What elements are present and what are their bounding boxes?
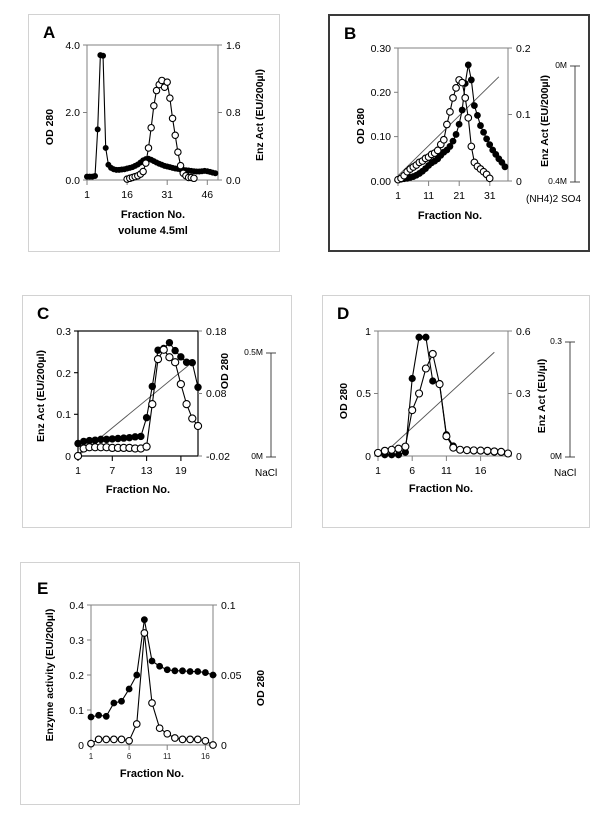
data-point-closed [95,127,100,132]
panel-c-x-axis-title: Fraction No. [105,484,171,496]
panel-d-x-tick-11: 11 [440,465,452,477]
panel-c-gradient-bottom-label: 0M [251,451,263,461]
panel-a-left-tick-2: 2.0 [65,107,80,119]
data-point-open [422,365,429,372]
panel-d-gradient-bottom-label: 0M [550,451,562,461]
panel-a-right-tick-16: 1.6 [226,40,241,52]
panel-d-left-tick-0: 0 [365,451,371,463]
data-point-closed [92,173,97,178]
data-point-open [183,401,190,408]
data-point-closed [166,339,173,346]
data-point-closed [195,384,202,391]
panel-d-right-tick-03: 0.3 [516,388,531,400]
panel-d-x-tick-6: 6 [409,465,416,477]
data-point-open [194,422,201,429]
gradient-line [381,352,494,456]
data-point-open [187,736,194,743]
panel-b-left-axis-title: OD 280 [355,107,367,145]
data-point-closed [484,136,490,142]
data-point-open [172,132,178,138]
data-point-open [463,447,470,454]
data-point-closed [195,669,201,675]
panel-b-x-axis-title: Fraction No. [417,210,483,222]
data-point-closed [119,698,125,704]
panel-a [28,14,280,252]
panel-d-left-tick-1: 1 [365,326,371,338]
panel-a-left-tick-4: 4.0 [65,40,80,52]
panel-a-x-axis-title: Fraction No. [120,209,186,221]
data-point-closed [210,672,216,678]
panel-d-gradient-top-label: 0.3 [550,336,562,346]
data-point-closed [430,378,436,384]
series-line [378,354,508,454]
data-point-open [118,736,125,743]
panel-e-left-tick-02: 0.2 [69,670,84,682]
data-point-closed [172,668,178,674]
data-point-open [189,415,196,422]
data-point-closed [164,667,170,673]
panel-d-series [375,334,512,458]
panel-e-left-tick-03: 0.3 [69,635,84,647]
panel-a-x-tick-1: 1 [84,189,90,201]
plot-frame [398,48,508,181]
panel-c-series [74,339,201,459]
data-point-open [450,95,457,102]
data-point-closed [187,669,193,675]
panel-e-x-tick-11: 11 [163,752,172,761]
data-point-closed [409,375,415,381]
data-point-closed [423,334,429,340]
data-point-closed [213,171,218,176]
data-point-open [444,121,451,128]
data-point-open [149,700,156,707]
panel-d [322,295,590,528]
panel-d-x-tick-1: 1 [375,465,381,477]
panel-b-right-tick-01: 0.1 [516,109,531,121]
data-point-open [465,115,472,122]
panel-e-right-tick-01: 0.1 [221,600,236,612]
panel-e [20,562,300,805]
panel-b-left-tick-010: 0.10 [370,131,391,143]
panel-c-x-tick-7: 7 [109,465,116,477]
panel-a-right-axis-title: Enz Act (EU/200µl) [254,68,266,162]
data-point-open [486,175,493,182]
data-point-open [402,443,409,450]
data-point-open [416,390,423,397]
panel-a-x-axis-subtitle: volume 4.5ml [118,225,188,237]
data-point-open [126,738,133,745]
panel-e-left-axis-title: Enzyme activity (EU/200µl) [44,608,56,742]
data-point-open [484,447,491,454]
data-point-closed [134,672,140,678]
data-point-open [459,79,466,86]
data-point-closed [416,334,422,340]
panel-a-label: A [43,23,56,42]
panel-c-right-tick-neg002: -0.02 [206,451,230,463]
panel-e-left-tick-0: 0 [78,740,84,752]
panel-b-plot [330,16,592,254]
panel-d-gradient-bar [550,336,576,479]
data-point-closed [103,145,108,150]
data-point-open [179,736,186,743]
panel-b-x-tick-31: 31 [483,190,496,202]
data-point-open [202,738,209,745]
panel-c-left-tick-0: 0 [65,451,71,463]
panel-a-plot [29,15,281,253]
panel-b-right-tick-0: 0 [516,176,522,188]
data-point-open [441,136,448,143]
panel-b-gradient-bottom-label: 0.4M [548,176,567,186]
panel-e-left-tick-01: 0.1 [69,705,84,717]
data-point-open [409,407,416,414]
panel-d-right-axis-title: Enz Act (EU/µl) [536,358,548,434]
panel-e-left-tick-04: 0.4 [69,600,84,612]
data-point-open [491,448,498,455]
data-point-open [470,447,477,454]
data-point-closed [471,103,477,109]
panel-b-series [395,62,508,183]
data-point-open [141,630,148,637]
panel-b-right-tick-02: 0.2 [516,43,531,55]
data-point-open [447,109,454,116]
data-point-open [172,359,179,366]
panel-c-left-tick-02: 0.2 [56,368,71,380]
data-point-open [164,731,171,738]
data-point-open [462,95,469,102]
data-point-closed [172,347,179,354]
data-point-open [148,124,154,130]
panel-d-plot [323,296,591,529]
data-point-closed [450,138,456,144]
data-point-open [103,736,110,743]
data-point-closed [468,77,474,83]
data-point-open [498,448,505,455]
panel-e-x-tick-6: 6 [126,752,132,761]
data-point-open [167,95,173,101]
panel-a-right-tick-00: 0.0 [226,175,241,187]
panel-e-x-tick-16: 16 [200,752,210,761]
panel-e-x-tick-1: 1 [88,752,94,761]
panel-c-x-tick-1: 1 [75,465,81,477]
panel-a-right-tick-08: 0.8 [226,107,241,119]
panel-c-x-tick-13: 13 [140,465,153,477]
data-point-open [395,445,402,452]
panel-b-left-tick-000: 0.00 [370,176,391,188]
data-point-open [450,444,457,451]
data-point-open [175,149,181,155]
panel-e-right-tick-005: 0.05 [221,670,242,682]
data-point-closed [143,414,150,421]
panel-b-gradient-bar [526,60,581,205]
panel-b-x-tick-11: 11 [423,190,435,202]
panel-e-right-tick-0: 0 [221,740,227,752]
data-point-closed [149,658,155,664]
data-point-open [194,736,201,743]
data-point-closed [189,359,196,366]
data-point-open [143,443,150,450]
data-point-open [457,446,464,453]
panel-d-label: D [337,304,350,323]
data-point-closed [202,670,208,676]
data-point-open [177,381,184,388]
data-point-open [95,736,102,743]
data-point-open [140,168,146,174]
data-point-closed [502,164,508,170]
data-point-open [453,85,460,92]
panel-e-x-axis-title: Fraction No. [119,768,185,780]
panel-e-plot [21,563,301,806]
panel-b-right-axis-title: Enz Act (EU/200µl) [539,74,551,168]
panel-a-x-tick-46: 46 [201,189,214,201]
panel-b-x-tick-1: 1 [395,190,401,202]
data-point-closed [465,62,471,68]
panel-e-series [88,617,217,749]
data-point-open [154,356,161,363]
data-point-open [429,350,436,357]
panel-c-gradient-top-label: 0.5M [244,347,263,357]
data-point-open [164,79,170,85]
data-point-closed [180,668,186,674]
data-point-closed [459,107,465,113]
data-point-open [505,450,512,457]
data-point-closed [157,663,163,669]
data-point-closed [111,700,117,706]
panel-d-left-axis-title: OD 280 [338,382,350,420]
data-point-open [210,742,217,749]
data-point-closed [96,712,102,718]
data-point-closed [456,121,462,127]
data-point-open [172,735,179,742]
data-point-open [177,162,183,168]
panel-a-left-axis-title: OD 280 [44,108,56,146]
panel-a-x-tick-16: 16 [121,189,133,201]
panel-b-label: B [344,24,357,43]
data-point-open [74,452,81,459]
panel-b-gradient-name: (NH4)2 SO4 [526,194,582,205]
data-point-open [375,449,382,456]
panel-b-left-tick-020: 0.20 [370,87,391,99]
panel-a-series [84,53,218,183]
panel-c-left-tick-01: 0.1 [56,409,71,421]
data-point-closed [453,131,459,137]
data-point-closed [126,686,132,692]
plot-frame [91,605,213,745]
data-point-open [156,725,163,732]
panel-c-left-tick-03: 0.3 [56,326,71,338]
data-point-open [133,721,140,728]
data-point-open [443,433,450,440]
data-point-open [388,446,395,453]
panel-e-label: E [37,579,49,598]
data-point-open [191,175,197,181]
panel-d-left-tick-05: 0.5 [356,388,371,400]
panel-e-right-axis-title: OD 280 [255,669,267,707]
data-point-open [151,103,157,109]
data-point-open [468,143,475,150]
panel-c-gradient-bar [244,347,277,479]
panel-d-right-tick-06: 0.6 [516,326,531,338]
panel-b-gradient-top-label: 0M [555,60,567,70]
data-point-closed [138,433,145,440]
data-point-open [149,401,156,408]
data-point-open [88,740,95,747]
data-point-closed [141,617,147,623]
data-point-open [436,381,443,388]
panel-c-x-tick-19: 19 [175,465,187,477]
panel-d-right-tick-0: 0 [516,451,522,463]
panel-b-left-tick-030: 0.30 [370,43,391,55]
panel-d-x-tick-16: 16 [474,465,487,477]
panel-c [22,295,292,528]
data-point-closed [178,354,185,361]
data-point-open [143,160,149,166]
data-point-open [111,736,118,743]
data-point-closed [474,112,480,118]
panel-c-right-tick-018: 0.18 [206,326,227,338]
data-point-closed [100,53,105,58]
panel-c-label: C [37,304,50,323]
panel-a-left-tick-0: 0.0 [65,175,80,187]
panel-c-plot [23,296,293,529]
panel-b-x-tick-21: 21 [453,190,466,202]
panel-c-right-axis-title: OD 280 [219,352,231,390]
panel-d-x-axis-title: Fraction No. [408,483,474,495]
data-point-open [145,145,151,151]
data-point-closed [88,714,94,720]
data-point-closed [478,123,484,129]
panel-a-x-tick-31: 31 [161,189,174,201]
panel-c-gradient-name: NaCl [255,468,278,479]
data-point-open [160,346,167,353]
data-point-closed [103,713,109,719]
data-point-closed [481,129,487,135]
panel-b [328,14,590,252]
series-line [91,633,213,745]
data-point-open [477,447,484,454]
panel-d-gradient-name: NaCl [554,468,577,479]
panel-c-right-tick-008: 0.08 [206,388,227,400]
data-point-open [169,115,175,121]
data-point-open [381,447,388,454]
panel-c-left-axis-title: Enz Act (EU/200µl) [35,349,47,443]
